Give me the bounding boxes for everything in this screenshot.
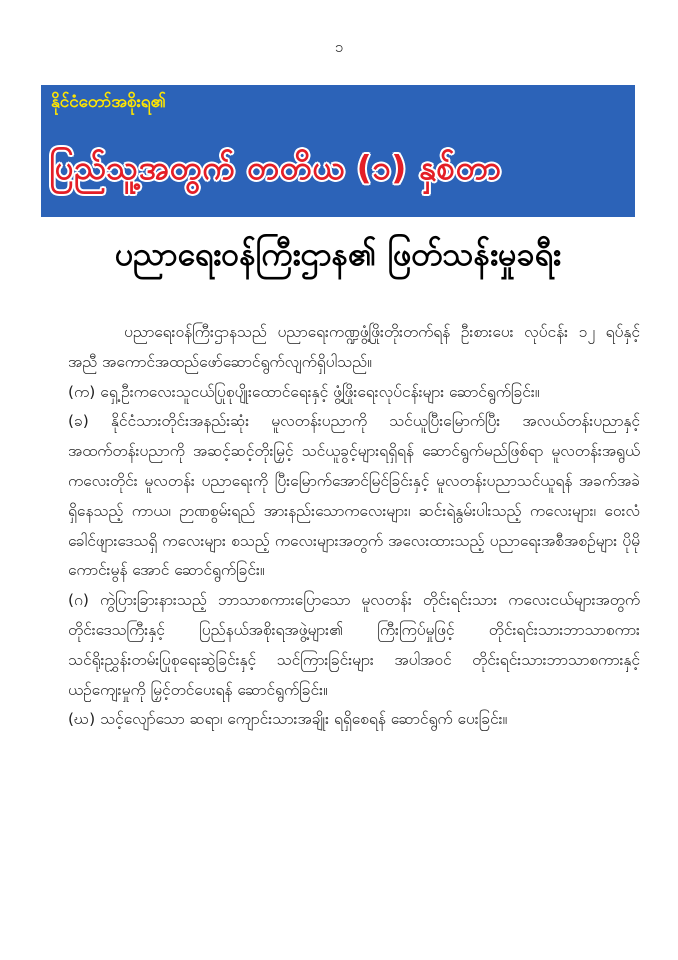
page-title: ပညာရေးဝန်ကြီးဌာန၏ ဖြတ်သန်းမှုခရီး [115,235,561,273]
banner-kicker: နိုင်ငံတော်အစိုးရ၏ [51,92,166,112]
intro-paragraph: ပညာရေးဝန်ကြီးဌာနသည် ပညာရေးကဏ္ဍဖွံ့ဖြိုးတိုးတက်ရန် ဦးစားပေး လုပ်ငန်း ၁၂ ရပ်နှင့်အညီ အကောင်အထည်ဖော်ဆောင်ရွက်လျက်ရှိပါသည်။ [68,323,640,371]
page-number: ၁ [334,38,344,56]
list-item-ka: (က) ရှေ့ဦးကလေးသူငယ်ပြုစုပျိုးထောင်ရေးနှင့် ဖွံ့ဖြိုးရေးလုပ်ငန်းများ ဆောင်ရွက်ခြင်း။ [68,382,540,401]
list-item-gha: (ဃ) သင့်လျော်သော ဆရာ၊ ကျောင်းသားအချိုး ရရှိစေရန် ဆောင်ရွက် ပေးခြင်း။ [68,710,508,729]
list-item-ga: (ဂ) ကွဲပြားခြားနားသည့် ဘာသာစကားပြောသော မူလတန်း တိုင်းရင်းသား ကလေးငယ်များအတွက် တိုင်းဒေသကြီးနှင့် ပြည်နယ်အစိုးရအဖွဲ့များ၏ ကြီးကြပ်မှုဖြင့် တိုင်းရင်းသားဘာသာစကား သင်ရိုးညွှန်းတမ်းပြုစုရေးဆွဲခြင်းနှင့် သင်ကြားခြင်းများ အပါအဝင် တိုင်းရင်းသားဘာသာစကားနှင့် ယဉ်ကျေးမှုကို မြှင့်တင်ပေးရန် ဆောင်ရွက်ခြင်း။ [68,591,640,699]
article-body [68,318,640,735]
list-item-kha: (ခ) နိုင်ငံသားတိုင်းအနည်းဆုံး မူလတန်းပညာကို သင်ယူပြီးမြောက်ပြီး အလယ်တန်းပညာနှင့် အထက်တန်းပညာကို အဆင့်ဆင့်တိုးမြှင့် သင်ယူခွင့်များရရှိရန် ဆောင်ရွက်မည်ဖြစ်ရာ မူလတန်းအရွယ်ကလေးတိုင်း မူလတန်း ပညာရေးကို ပြီးမြောက်အောင်မြင်ခြင်းနှင့် မူလတန်းပညာသင်ယူရန် အခက်အခဲရှိနေသည့် ကာယ၊ ဉာဏစွမ်းရည် အားနည်းသောကလေးများ၊ ဆင်းရဲနွမ်းပါးသည့် ကလေးများ၊ ဝေးလံခေါင်ဖျားဒေသရှိ ကလေးများ စသည့် ကလေးများအတွက် အလေးထားသည့် ပညာရေးအစီအစဉ်များ ပိုမိုကောင်းမွန် အောင် ဆောင်ရွက်ခြင်း။ [68,412,640,580]
title-banner [41,85,635,217]
banner-title: ပြည်သူ့အတွက် တတိယ (၁) နှစ်တာ [49,148,502,187]
